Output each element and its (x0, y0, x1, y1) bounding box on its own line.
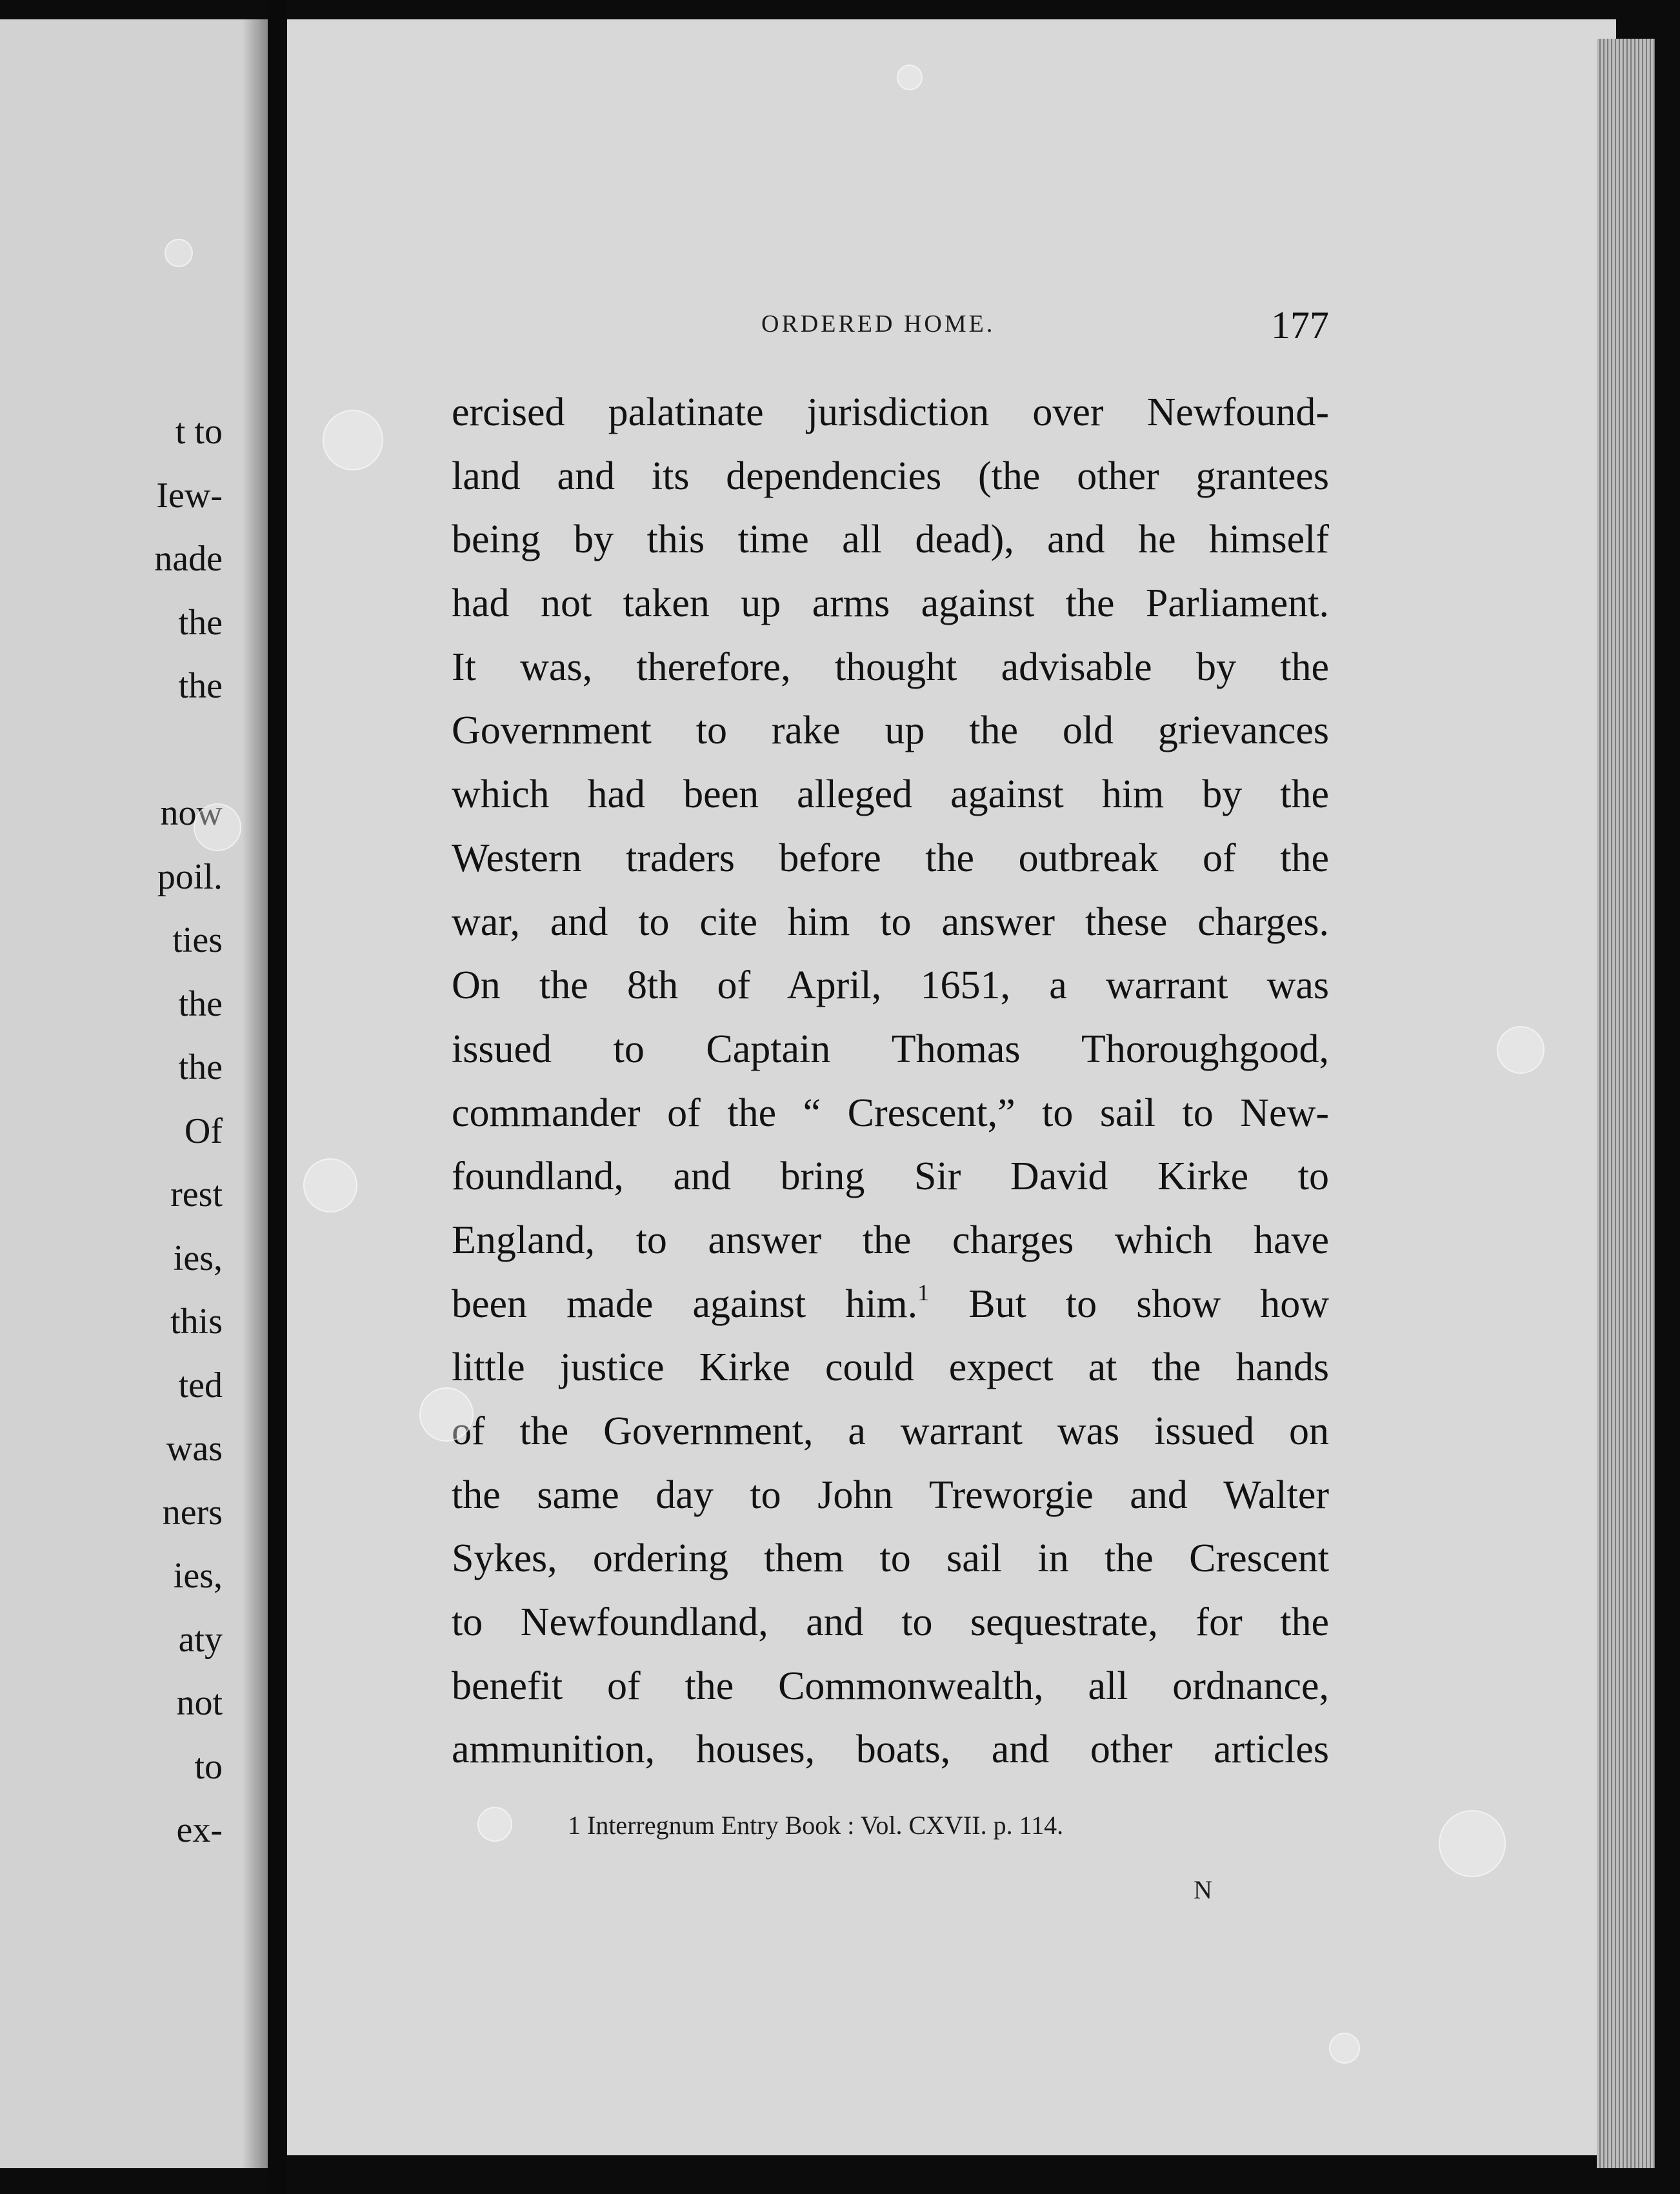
left-page-line: now (160, 793, 223, 833)
left-page (0, 19, 268, 2168)
dust-speck (323, 410, 383, 470)
left-page-line: the (178, 1047, 223, 1087)
left-page-line: ners (162, 1492, 223, 1533)
left-page-line: Iew- (156, 475, 223, 516)
signature-mark: N (1194, 1875, 1212, 1904)
text-line: being by this time all dead), and he himself (452, 518, 1329, 562)
text-line: issued to Captain Thomas Thoroughgood, (452, 1027, 1329, 1071)
left-page-line: t to (175, 412, 223, 452)
text-line: had not taken up arms against the Parliament. (452, 581, 1329, 626)
text-line: foundland, and bring Sir David Kirke to (452, 1154, 1329, 1199)
left-page-line: ex- (176, 1810, 223, 1850)
text-line: Government to rake up the old grievances (452, 709, 1329, 753)
dust-speck (194, 803, 241, 851)
dust-speck (303, 1158, 357, 1213)
text-line: ercised palatinate jurisdiction over Newfound- (452, 390, 1329, 434)
text-line: the same day to John Treworgie and Walter (452, 1473, 1329, 1517)
footnote: 1 Interregnum Entry Book : Vol. CXVII. p. 114. (568, 1811, 1064, 1840)
dust-speck (1497, 1026, 1545, 1074)
page-edges (1597, 39, 1655, 2168)
left-page-line: ted (178, 1365, 223, 1405)
text-line: of the Government, a warrant was issued on (452, 1409, 1329, 1453)
text-segment: But to show how (929, 1282, 1330, 1326)
left-page-line (154, 718, 223, 782)
dust-speck (165, 239, 193, 267)
left-page-line: this (170, 1302, 223, 1342)
dust-speck (419, 1387, 474, 1442)
text-segment: been made against him. (452, 1282, 918, 1326)
book-spine (268, 0, 287, 2194)
text-line: ammunition, houses, boats, and other articles (452, 1727, 1329, 1772)
footnote-marker: 1 (917, 1279, 930, 1305)
text-line: war, and to cite him to answer these charges. (452, 900, 1329, 944)
left-page-line: rest (170, 1174, 223, 1214)
page-header (761, 303, 1329, 348)
text-line: Western traders before the outbreak of the (452, 836, 1329, 880)
page-number: 177 (1271, 304, 1329, 347)
text-line: which had been alleged against him by the (452, 772, 1329, 817)
dust-speck (1439, 1810, 1506, 1877)
left-page-line: was (166, 1429, 223, 1469)
text-line: to Newfoundland, and to sequestrate, for the (452, 1600, 1329, 1645)
text-line: commander of the “ Crescent,” to sail to New- (452, 1091, 1329, 1135)
text-line: land and its dependencies (the other grantees (452, 454, 1329, 498)
dust-speck (1329, 2033, 1360, 2064)
left-page-text (154, 400, 223, 1862)
text-line (452, 1273, 1329, 1336)
dust-speck (477, 1807, 512, 1842)
gutter-shadow (242, 19, 268, 2168)
left-page-line: aty (178, 1619, 223, 1660)
left-page-line: to (194, 1746, 223, 1787)
text-line: little justice Kirke could expect at the hands (452, 1345, 1329, 1390)
text-line: benefit of the Commonwealth, all ordnance, (452, 1664, 1329, 1708)
running-head: ORDERED HOME. (761, 310, 995, 337)
text-line: On the 8th of April, 1651, a warrant was (452, 963, 1329, 1008)
text-line: It was, therefore, thought advisable by the (452, 645, 1329, 689)
left-page-line: the (178, 983, 223, 1024)
text-line: England, to answer the charges which have (452, 1218, 1329, 1262)
left-page-line: ies, (173, 1556, 223, 1596)
left-page-line: poil. (157, 856, 223, 897)
left-page-line: the (178, 602, 223, 643)
body-text (452, 381, 1329, 1782)
left-page-line: Of (184, 1111, 223, 1151)
left-page-line: not (176, 1683, 223, 1723)
left-page-line: nade (154, 539, 223, 579)
text-line: Sykes, ordering them to sail in the Crescent (452, 1536, 1329, 1581)
left-page-line: ties (172, 920, 223, 960)
dust-speck (897, 65, 923, 90)
left-page-line: the (178, 666, 223, 706)
left-page-line: ies, (173, 1238, 223, 1278)
